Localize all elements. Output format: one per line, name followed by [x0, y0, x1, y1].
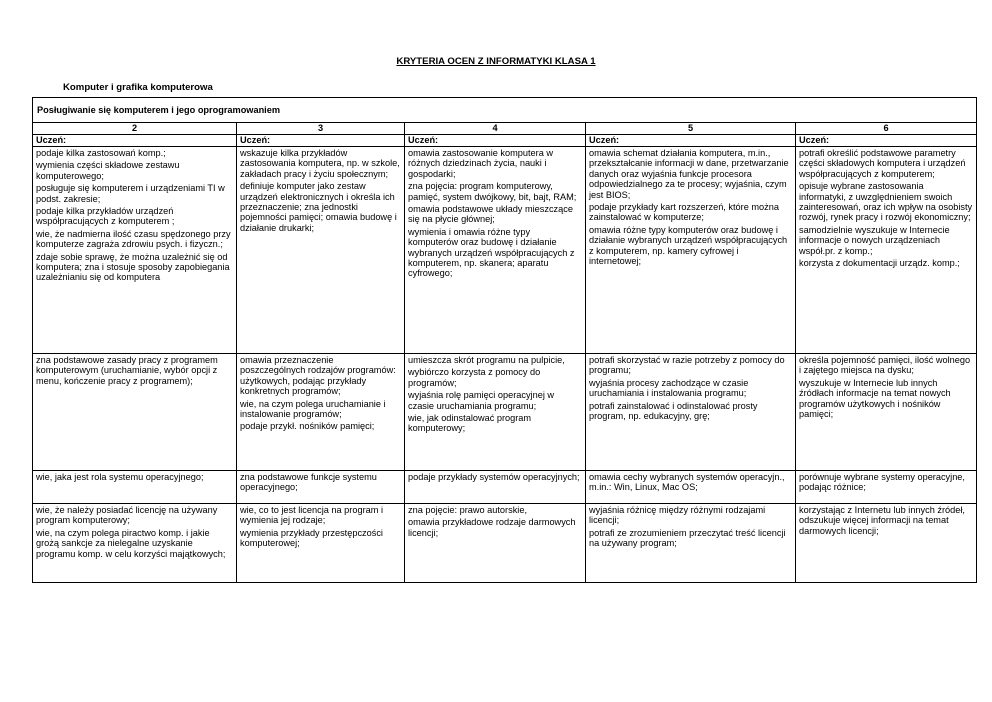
- criterion-text: umieszcza skrót programu na pulpicie,: [408, 355, 565, 365]
- criteria-cell-grade-2: [33, 147, 237, 354]
- criterion-text: wie, na czym polega piractwo komp. i jakie grożą sankcje za nielegalne uzyskanie programu komp. w celu korzyści majątkowych;: [36, 527, 226, 559]
- criteria-cell-grade-6: [796, 471, 977, 504]
- criterion-text: podaje przykłady kart rozszerzeń, które można zainstalować w komputerze;: [589, 201, 779, 223]
- criteria-cell-grade-2: [33, 354, 237, 471]
- criterion-text: wymienia i omawia różne typy komputerów oraz budowę i działanie wybranych urządzeń współpracujących z komputerem, np. skanera; aparatu cyfrowego;: [408, 226, 575, 279]
- criteria-cell-grade-4: [405, 504, 586, 583]
- grade-level-5: 5: [586, 123, 796, 135]
- criteria-cell-grade-4: [405, 471, 586, 504]
- criterion-text: wyszukuje w Internecie lub innych źródłach informacje na temat nowych programów użytkowych i nośników pamięci;: [799, 377, 951, 419]
- criterion-text: omawia różne typy komputerów oraz budowę i działanie wybranych urządzeń współpracujących z komputerem, np. kamery cyfrowej i internetowej;: [589, 224, 788, 266]
- criteria-row: [33, 354, 977, 471]
- criteria-cell-grade-2: [33, 471, 237, 504]
- criterion-text: podaje przykłady systemów operacyjnych;: [408, 472, 580, 482]
- criterion-text: wyjaśnia różnicę między różnymi rodzajami licencji;: [589, 505, 766, 526]
- criteria-cell-grade-3: [237, 471, 405, 504]
- criterion-text: korzysta z dokumentacji urządz. komp.;: [799, 257, 960, 268]
- criterion-text: wie, że nadmierna ilość czasu spędzonego przy komputerze zagraża zdrowiu psych. i fizyczn.;: [36, 228, 231, 250]
- criteria-table: [32, 97, 977, 583]
- criterion-text: zdaje sobie sprawę, że można uzależnić się od komputera; zna i stosuje sposoby zapobiegania uzależnianiu się od komputera: [36, 251, 230, 283]
- criteria-row: [33, 471, 977, 504]
- student-label: Uczeń:: [405, 135, 586, 147]
- criterion-text: określa pojemność pamięci, ilość wolnego i zajętego miejsca na dysku;: [799, 355, 971, 376]
- criterion-text: omawia schemat działania komputera, m.in., przekształcanie informacji w dane, przetwarzanie danych oraz wyjaśnia funkcje procesora odpowiedzialnego za te procesy; wyjaśnia, czym jest BIOS;: [589, 148, 789, 200]
- student-label: Uczeń:: [33, 135, 237, 147]
- student-labels-row: [33, 135, 977, 147]
- criterion-text: wyjaśnia rolę pamięci operacyjnej w czasie uruchamiania programu;: [408, 390, 555, 411]
- criterion-text: podaje kilka przykładów urządzeń współpracujących z komputerem ;: [36, 205, 175, 227]
- document-title: KRYTERIA OCEN Z INFORMATYKI KLASA 1: [396, 56, 596, 67]
- criteria-cell-grade-5: [586, 354, 796, 471]
- criterion-text: korzystając z Internetu lub innych źródeł, odszukuje więcej informacji na temat darmowych licencji;: [799, 505, 965, 536]
- criterion-text: zna podstawowe funkcje systemu operacyjnego;: [240, 472, 377, 493]
- grade-level-4: 4: [405, 123, 586, 135]
- section-title: Posługiwanie się komputerem i jego oprogramowaniem: [33, 98, 977, 123]
- grade-level-3: 3: [237, 123, 405, 135]
- student-label: Uczeń:: [796, 135, 977, 147]
- criterion-text: wie, co to jest licencja na program i wymienia jej rodzaje;: [240, 505, 383, 526]
- criterion-text: podaje kilka zastosowań komp.;: [36, 148, 166, 158]
- criteria-cell-grade-5: [586, 504, 796, 583]
- criterion-text: omawia przykładowe rodzaje darmowych licencji;: [408, 517, 576, 538]
- criterion-text: potrafi ze zrozumieniem przeczytać treść licencji na używany program;: [589, 527, 786, 549]
- student-label: Uczeń:: [586, 135, 796, 147]
- criterion-text: opisuje wybrane zastosowania informatyki, z uwzględnieniem swoich zainteresowań, oraz ich wpływ na osobisty rozwój, rynek pracy i rozwój ekonomiczny;: [799, 181, 973, 223]
- criteria-cell-grade-4: [405, 147, 586, 354]
- student-label: Uczeń:: [237, 135, 405, 147]
- document-subtitle: Komputer i grafika komputerowa: [63, 82, 213, 93]
- criterion-text: porównuje wybrane systemy operacyjne, podając różnice;: [799, 472, 965, 493]
- criterion-text: omawia cechy wybranych systemów operacyjn., m.in.: Win, Linux, Mac OS;: [589, 472, 785, 493]
- criterion-text: wyjaśnia procesy zachodzące w czasie uruchamiania i instalowania programu;: [589, 377, 749, 399]
- criterion-text: zna pojęcia: program komputerowy, pamięć, system dwójkowy, bit, bajt, RAM;: [408, 181, 577, 202]
- criterion-text: zna podstawowe zasady pracy z programem komputerowym (uruchamianie, wybór opcji z menu, kończenie pracy z programem);: [36, 355, 218, 386]
- criteria-row: [33, 147, 977, 354]
- criteria-cell-grade-6: [796, 354, 977, 471]
- criterion-text: wymienia części składowe zestawu komputerowego;: [36, 160, 180, 181]
- criterion-text: samodzielnie wyszukuje w Internecie informacje o nowych urządzeniach współ.pr. z komp.;: [799, 224, 950, 256]
- grade-level-2: 2: [33, 123, 237, 135]
- criterion-text: wskazuje kilka przykładów zastosowania komputera, np. w szkole, zakładach pracy i życiu społecznym;: [240, 148, 400, 179]
- criterion-text: omawia przeznaczenie poszczególnych rodzajów programów: użytkowych, podając przykłady konkretnych programów;: [240, 355, 396, 397]
- grade-level-6: 6: [796, 123, 977, 135]
- criteria-cell-grade-5: [586, 471, 796, 504]
- criterion-text: omawia podstawowe układy mieszczące się na płycie głównej;: [408, 203, 573, 225]
- criterion-text: wie, że należy posiadać licencję na używany program komputerowy;: [36, 505, 218, 526]
- criteria-cell-grade-4: [405, 354, 586, 471]
- criteria-cell-grade-3: [237, 504, 405, 583]
- criteria-cell-grade-6: [796, 147, 977, 354]
- criterion-text: podaje przykł. nośników pamięci;: [240, 421, 375, 432]
- criterion-text: wymienia przykłady przestępczości komputerowej;: [240, 527, 383, 549]
- criteria-cell-grade-2: [33, 504, 237, 583]
- criteria-cell-grade-3: [237, 147, 405, 354]
- criterion-text: potrafi skorzystać w razie potrzeby z pomocy do programu;: [589, 355, 785, 376]
- criterion-text: wie, jak odinstalować program komputerowy;: [408, 412, 532, 434]
- criterion-text: wie, na czym polega uruchamianie i instalowanie programów;: [240, 398, 386, 419]
- criterion-text: posługuje się komputerem i urządzeniami TI w podst. zakresie;: [36, 183, 225, 204]
- criterion-text: zna pojęcie: prawo autorskie,: [408, 505, 527, 515]
- criterion-text: wybiórczo korzysta z pomocy do programów;: [408, 367, 541, 388]
- grade-levels-row: [33, 123, 977, 135]
- criterion-text: potrafi zainstalować i odinstalować prosty program, np. edukacyjny, grę;: [589, 400, 758, 421]
- section-row: [33, 98, 977, 123]
- criteria-cell-grade-6: [796, 504, 977, 583]
- criteria-cell-grade-3: [237, 354, 405, 471]
- criterion-text: definiuje komputer jako zestaw urządzeń elektronicznych i określa ich przeznaczenie; zna jednostki pojemności pamięci; omawia budowę i działanie drukarki;: [240, 181, 397, 233]
- criteria-cell-grade-5: [586, 147, 796, 354]
- criterion-text: potrafi określić podstawowe parametry części składowych komputera i urządzeń współpracujących z komputerem;: [799, 148, 966, 179]
- criteria-row: [33, 504, 977, 583]
- criterion-text: omawia zastosowanie komputera w różnych dziedzinach życia, nauki i gospodarki;: [408, 148, 554, 179]
- criterion-text: wie, jaka jest rola systemu operacyjnego;: [36, 472, 204, 482]
